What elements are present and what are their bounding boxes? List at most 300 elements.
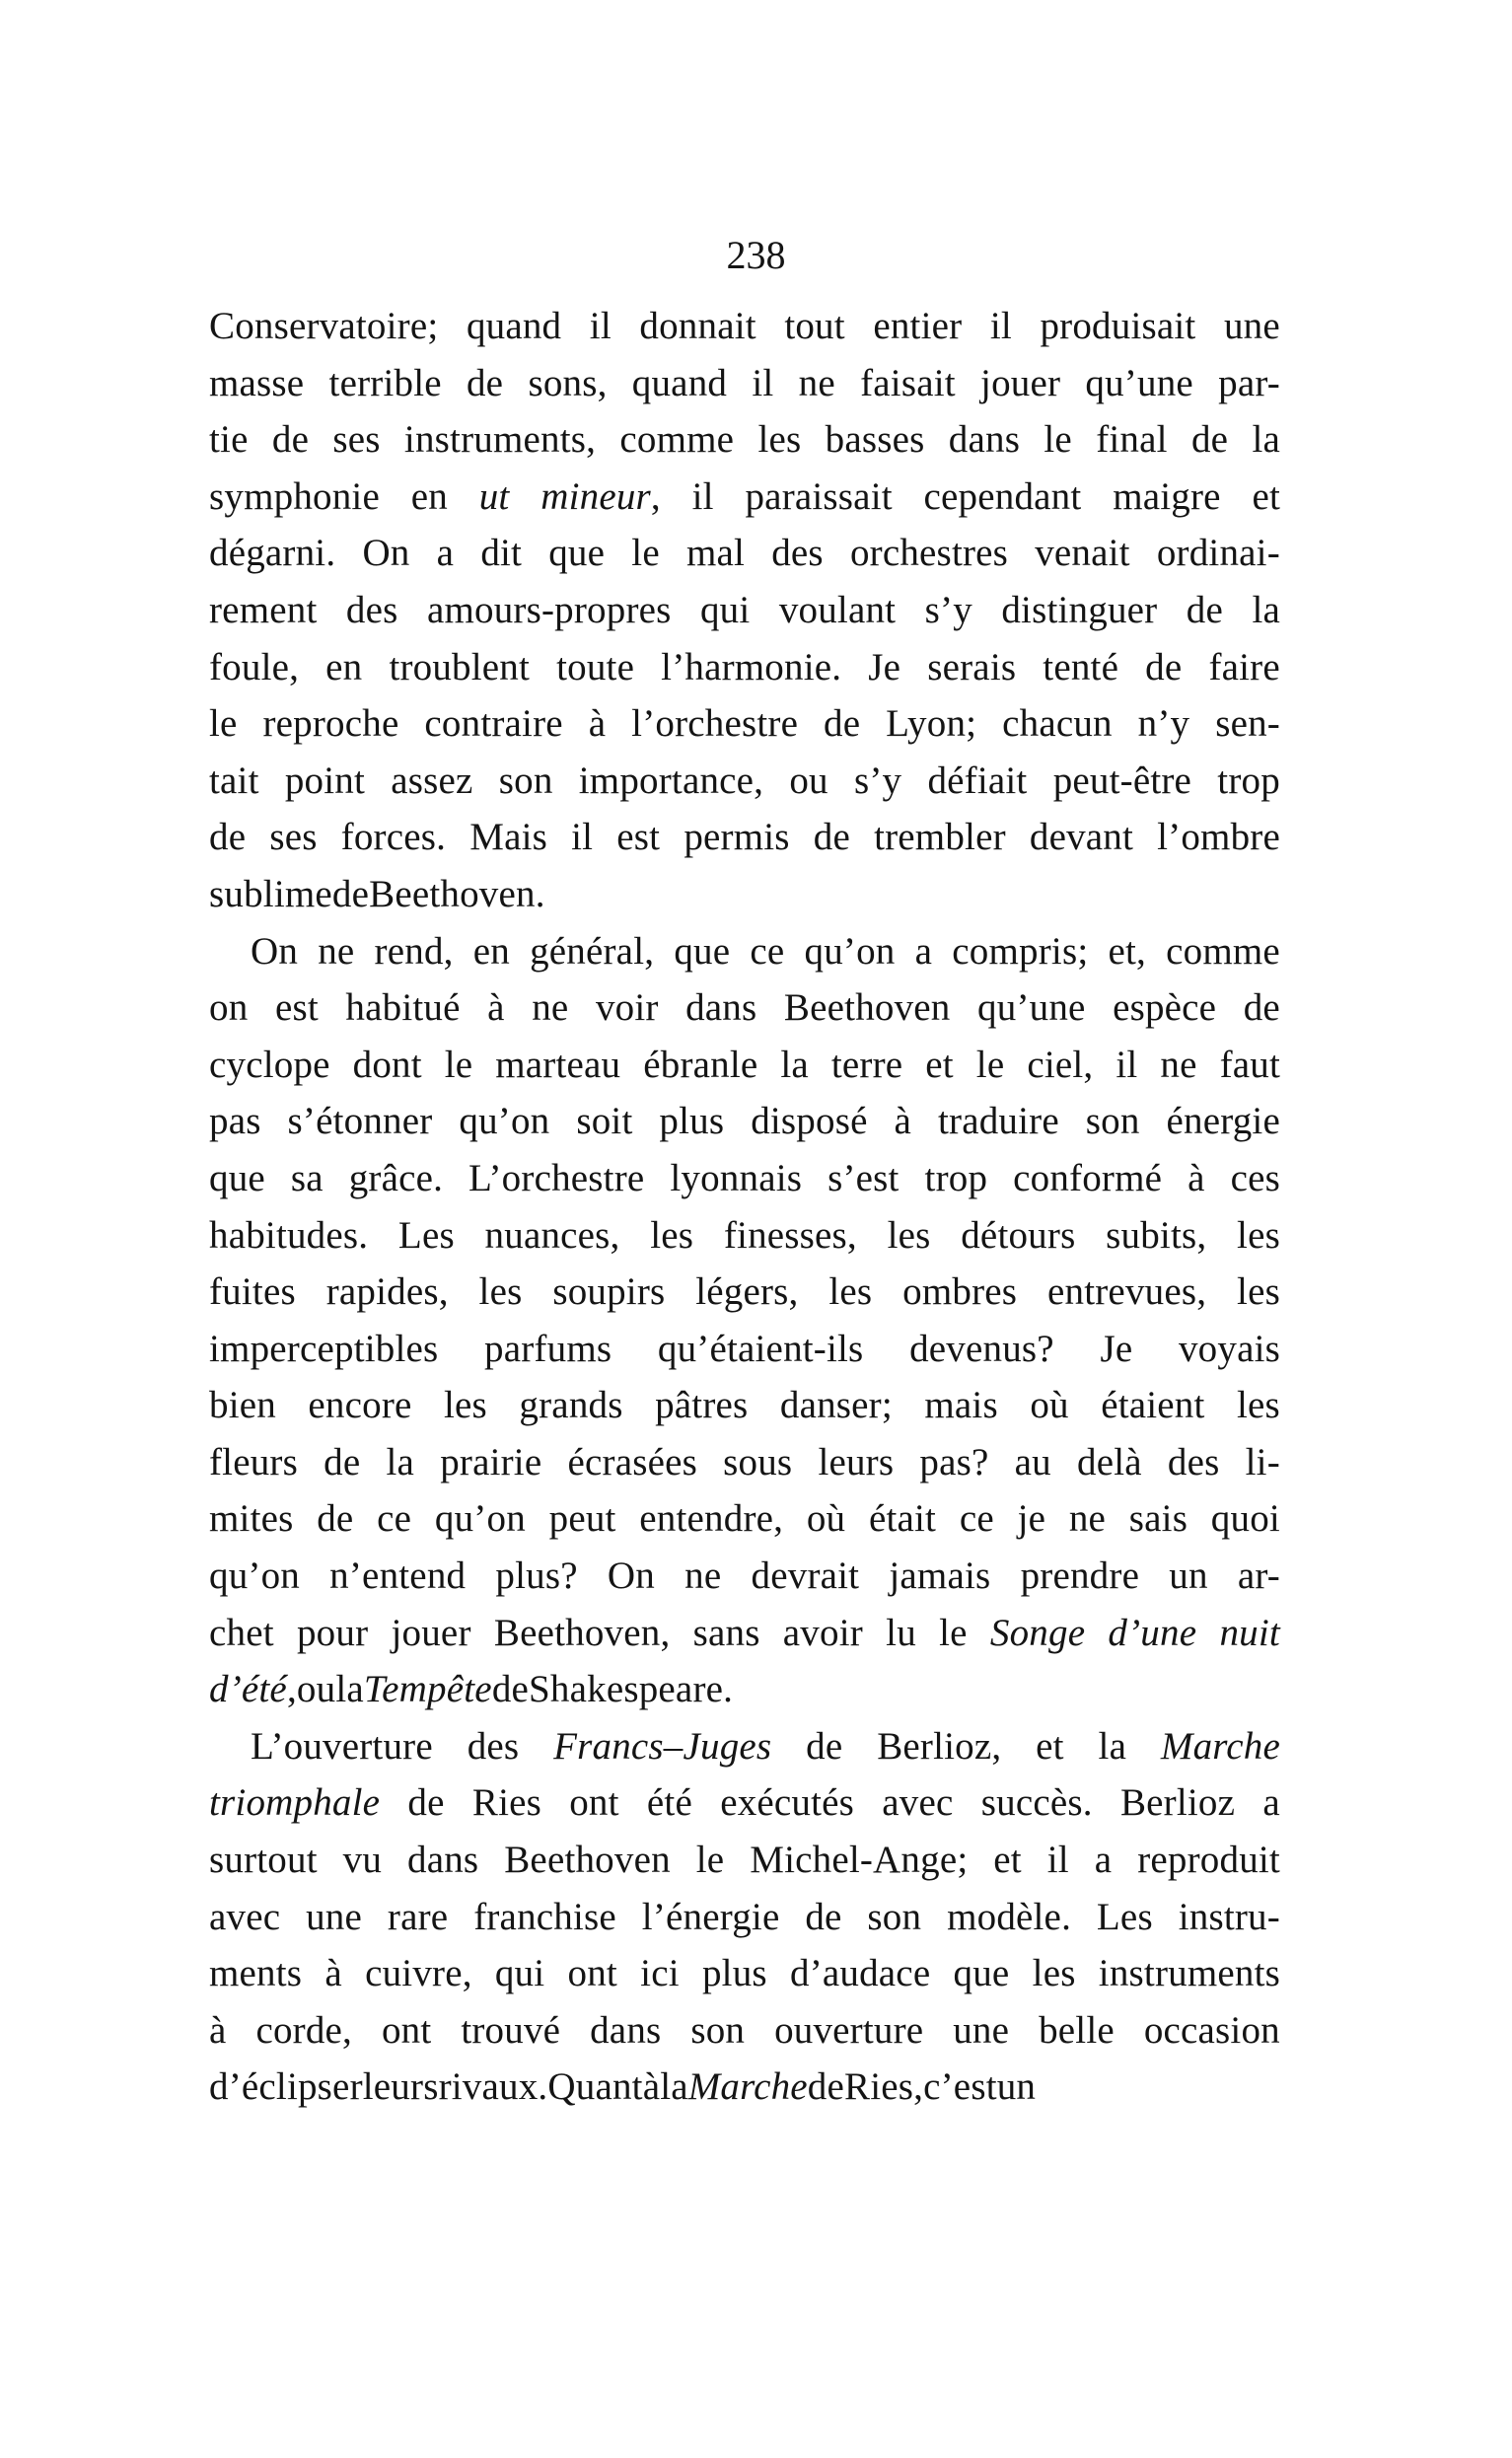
word-part: entendre,: [639, 1497, 784, 1541]
word-part: Je: [1100, 1327, 1133, 1370]
word: [750, 1832, 968, 1889]
word-part: jamais: [889, 1554, 991, 1598]
word-part: compris;: [952, 929, 1089, 973]
word-part: plus: [701, 1952, 767, 1995]
text-line: [209, 1490, 1280, 1548]
word: [925, 1150, 988, 1207]
word-part: reproche: [262, 702, 399, 746]
word-part: de: [813, 816, 850, 859]
word: [818, 1434, 894, 1491]
word-part: On: [362, 532, 410, 575]
word: [530, 923, 654, 980]
word-part: danser;: [779, 1384, 893, 1427]
word-part: li-: [1245, 1440, 1280, 1483]
word-part: d’audace: [790, 1952, 931, 1995]
word: [1100, 1321, 1132, 1378]
word: [209, 1037, 330, 1094]
word: [272, 411, 309, 469]
word: [209, 639, 299, 696]
word: [808, 2059, 844, 2116]
word: [1002, 695, 1113, 753]
word: [494, 1605, 671, 1662]
word: [495, 1548, 577, 1605]
word-part: peut: [548, 1497, 616, 1541]
word: [686, 525, 745, 582]
word: [828, 1264, 872, 1321]
word: [332, 411, 380, 469]
word: [439, 2059, 548, 2116]
word-part: fuites: [209, 1270, 296, 1314]
word-part: avec: [882, 1781, 954, 1825]
word-part: dont: [352, 1043, 422, 1086]
word-part: à: [487, 986, 505, 1030]
word-part: les: [444, 1384, 487, 1427]
word-part: ne: [532, 986, 569, 1030]
text-line: [209, 1945, 1280, 2002]
word: [997, 2059, 1036, 2116]
word: [961, 1207, 1075, 1265]
word-part: que: [548, 532, 606, 575]
word-part: habitudes.: [209, 1213, 369, 1257]
word-part: ébranle: [643, 1043, 758, 1086]
word: [504, 1832, 671, 1889]
word-part: de: [824, 702, 861, 746]
word-part: la: [660, 2065, 688, 2109]
word: [947, 1889, 1071, 1946]
word-part: de: [209, 816, 247, 859]
word-part: de: [806, 1724, 843, 1768]
text-line: [209, 639, 1280, 696]
word-part: mites: [209, 1497, 294, 1541]
word: [209, 1093, 261, 1150]
word-part: n’y: [1137, 702, 1190, 746]
word-part: un: [996, 2065, 1037, 2109]
word-part: bien: [209, 1384, 276, 1427]
word-part: et: [925, 1043, 954, 1086]
word-part: modèle.: [947, 1895, 1072, 1938]
word-part: que: [674, 929, 731, 973]
word-part: ont: [381, 2008, 432, 2052]
word-part: faisait: [860, 361, 956, 404]
word: [469, 809, 547, 866]
word: [1144, 2002, 1280, 2060]
word: [799, 355, 835, 412]
word-part: sublime: [209, 872, 332, 915]
word: [1179, 1889, 1280, 1946]
word-part: produisait: [1040, 305, 1196, 347]
word: [1237, 1207, 1280, 1265]
word-part: Je: [868, 645, 901, 688]
word-part: ces: [1230, 1156, 1280, 1199]
word: [364, 1661, 492, 1718]
word-part: fleurs: [209, 1440, 298, 1483]
word: [209, 355, 304, 412]
word-part: voir: [595, 986, 659, 1030]
word: [1157, 525, 1280, 582]
word: [1215, 695, 1280, 753]
word: [251, 1718, 433, 1775]
word: [927, 639, 1016, 696]
word: [209, 411, 249, 469]
word-part: ne: [798, 361, 835, 404]
word-part: On: [251, 929, 299, 973]
word: [325, 639, 362, 696]
word-part: ne: [1160, 1043, 1197, 1086]
word: [902, 1264, 1017, 1321]
word: [353, 1037, 422, 1094]
word-part: ne: [684, 1554, 722, 1598]
word-part: contraire: [424, 702, 563, 746]
word-part: faut: [1219, 1043, 1280, 1086]
word-part: en: [325, 645, 363, 688]
word-part: ou: [296, 1668, 336, 1711]
word-part: entrevues,: [1047, 1270, 1207, 1314]
text-line: [209, 1889, 1280, 1946]
italic-word: d’une: [1108, 1611, 1197, 1654]
word: [288, 1093, 433, 1150]
word-part: de: [1243, 986, 1280, 1030]
word: [1129, 1490, 1188, 1548]
word: [468, 1718, 520, 1775]
word-part: le: [631, 532, 660, 575]
text-line: [209, 2059, 1280, 2116]
word: [660, 2059, 688, 2116]
word-part: troublent: [389, 645, 531, 688]
word: [404, 411, 596, 469]
word-part: espèce: [1113, 986, 1217, 1030]
word-part: à: [209, 2008, 227, 2052]
word-part: d’éclipser: [209, 2065, 363, 2109]
word: [1252, 469, 1280, 526]
word: [790, 1945, 930, 2002]
word: [780, 1377, 893, 1434]
word: [468, 1150, 644, 1207]
word-part: a: [914, 929, 933, 973]
word-part: conformé: [1013, 1156, 1163, 1199]
text-line: [209, 979, 1280, 1037]
word-part: détours: [961, 1213, 1076, 1257]
word: [209, 1661, 297, 1718]
word: [1179, 1321, 1280, 1378]
word-part: son: [498, 759, 553, 802]
word-part: qui: [494, 1952, 545, 1995]
word-part: des: [345, 588, 398, 631]
word-part: comme: [1166, 929, 1280, 973]
word: [346, 582, 398, 639]
word-part: marteau: [495, 1043, 621, 1086]
word-part: ar-: [1237, 1554, 1280, 1598]
word-part: je: [1017, 1497, 1046, 1541]
word-part: son: [1085, 1100, 1140, 1143]
word: [814, 809, 850, 866]
word: [642, 1889, 780, 1946]
word: [923, 2059, 997, 2116]
word: [1238, 1548, 1280, 1605]
word-part: traduire: [937, 1100, 1059, 1143]
word: [619, 411, 734, 469]
word: [318, 923, 354, 980]
word-part: reproduit: [1137, 1839, 1280, 1882]
word-part: de: [805, 1895, 842, 1938]
word-part: la: [386, 1440, 415, 1483]
word-part: de: [466, 361, 504, 404]
word-part: défiait: [927, 759, 1028, 802]
word: [424, 695, 562, 753]
word-part: son: [867, 1895, 922, 1938]
word: [548, 525, 605, 582]
word: [1047, 1264, 1206, 1321]
word-part: nuances,: [484, 1213, 620, 1257]
word: [209, 2002, 227, 2060]
word-part: devrait: [751, 1554, 860, 1598]
word-part: importance,: [578, 759, 764, 802]
word: [1033, 1945, 1076, 2002]
word: [807, 1490, 845, 1548]
word-part: encore: [308, 1384, 412, 1427]
word: [805, 1889, 841, 1946]
word-part: vu: [342, 1839, 383, 1882]
word: [308, 1377, 411, 1434]
word-part: sans: [692, 1611, 760, 1654]
word-part: soupirs: [552, 1270, 666, 1314]
word-part: leurs: [818, 1440, 895, 1483]
word: [720, 1774, 854, 1832]
word-part: les: [478, 1270, 523, 1314]
word: [568, 1945, 617, 2002]
word-part: dans: [948, 418, 1021, 462]
word: [692, 469, 714, 526]
word-part: c’est: [923, 2065, 997, 2109]
word-part: venait: [1035, 532, 1130, 575]
word-part: les: [1237, 1213, 1280, 1257]
word-part: lu: [886, 1611, 916, 1654]
word: [1169, 1548, 1207, 1605]
word-part: pour: [296, 1611, 369, 1654]
word: [1166, 923, 1280, 980]
word: [639, 298, 756, 355]
word: [209, 979, 248, 1037]
word-part: comme: [619, 418, 735, 462]
word-part: à: [588, 702, 607, 746]
word: [1030, 1377, 1068, 1434]
text-line: [209, 1774, 1280, 1832]
text-line: [209, 1605, 1280, 1662]
word-part: les: [650, 1213, 694, 1257]
word-part: Ries,: [844, 2065, 924, 2109]
word-part: sous: [723, 1440, 793, 1483]
word: [576, 1093, 632, 1150]
word: [696, 1832, 725, 1889]
word-part: le: [939, 1611, 968, 1654]
word-part: amours-propres: [426, 588, 672, 631]
word-part: général,: [530, 929, 655, 973]
word-part: subits,: [1106, 1213, 1207, 1257]
word: [631, 525, 660, 582]
word-part: s’y: [853, 759, 902, 802]
word: [209, 1774, 380, 1832]
word: [1188, 1150, 1205, 1207]
word: [888, 1207, 931, 1265]
word: [860, 355, 956, 412]
text-line: [209, 753, 1280, 810]
word-part: l’orchestre: [631, 702, 799, 746]
word-part: Berlioz,: [877, 1724, 1002, 1768]
word-part: été: [646, 1781, 692, 1825]
word-part: qu’on: [434, 1497, 526, 1541]
word-part: L’orchestre: [468, 1156, 645, 1199]
word: [688, 2059, 808, 2116]
word: [844, 2059, 923, 2116]
word: [209, 1207, 368, 1265]
italic-word: Marche: [1160, 1724, 1280, 1768]
word-part: dans: [590, 2008, 662, 2052]
word: [209, 1377, 276, 1434]
word-part: s’est: [828, 1156, 900, 1199]
word: [532, 979, 568, 1037]
word-part: à: [642, 2065, 661, 2109]
word: [1106, 1207, 1206, 1265]
word: [473, 923, 510, 980]
word: [382, 2002, 431, 2060]
word: [659, 1093, 724, 1150]
word: [670, 1150, 802, 1207]
word: [547, 2059, 642, 2116]
word-part: disposé: [751, 1100, 868, 1143]
word: [392, 1605, 471, 1662]
word: [579, 753, 763, 810]
word-part: légers,: [695, 1270, 799, 1314]
word: [867, 1889, 921, 1946]
word-part: quand: [466, 305, 562, 347]
word: [1262, 1774, 1280, 1832]
word: [529, 1661, 733, 1718]
word-part: trop: [1217, 759, 1280, 802]
word: [291, 1150, 324, 1207]
word: [873, 298, 962, 355]
word: [877, 1718, 1001, 1775]
word: [828, 1150, 900, 1207]
word: [209, 469, 380, 526]
word: [209, 582, 317, 639]
word: [1053, 753, 1191, 810]
word: [255, 2002, 352, 2060]
word: [407, 1774, 444, 1832]
word: [590, 2002, 661, 2060]
text-line: [209, 923, 1280, 980]
word: [427, 582, 672, 639]
word-part: il: [589, 305, 612, 347]
word: [209, 1264, 296, 1321]
word: [1036, 1718, 1064, 1775]
word: [949, 411, 1020, 469]
word-part: surtout: [209, 1839, 318, 1882]
word-part: habitué: [345, 986, 461, 1030]
word-part: est: [616, 816, 661, 859]
word: [1161, 1718, 1280, 1775]
word: [571, 809, 593, 866]
word: [209, 2059, 363, 2116]
word-part: pas?: [919, 1440, 989, 1483]
word: [473, 1889, 616, 1946]
word-part: point: [284, 759, 366, 802]
word: [1113, 469, 1220, 526]
italic-word: Marche: [687, 2065, 808, 2109]
word: [1187, 582, 1223, 639]
word-part: voyais: [1178, 1327, 1280, 1370]
word-part: il: [571, 816, 594, 859]
word: [927, 753, 1027, 810]
word-part: qu’on: [804, 929, 896, 973]
word: [915, 923, 933, 980]
word: [1039, 2002, 1115, 2060]
word: [655, 1377, 748, 1434]
word-part: il: [752, 361, 774, 404]
word-part: cependant: [923, 474, 1082, 518]
word: [869, 1490, 936, 1548]
word-part: Michel-Ange;: [750, 1839, 969, 1882]
word-part: ne: [1068, 1497, 1107, 1541]
word: [1219, 1605, 1279, 1662]
word: [1252, 411, 1280, 469]
word-part: exécutés: [720, 1781, 855, 1825]
word-part: étaient: [1101, 1384, 1205, 1427]
word: [886, 1605, 916, 1662]
word: [789, 753, 828, 810]
word: [275, 979, 319, 1037]
word: [209, 1150, 265, 1207]
word-part: que: [953, 1952, 1010, 1995]
word-part: au: [1014, 1440, 1051, 1483]
word-part: On: [607, 1554, 655, 1598]
word: [329, 1548, 466, 1605]
word-part: où: [1030, 1384, 1069, 1427]
word: [590, 298, 612, 355]
word-part: peut-être: [1052, 759, 1192, 802]
word: [953, 2002, 1009, 2060]
word: [363, 2059, 439, 2116]
word-part: le: [975, 1043, 1005, 1086]
word-part: des: [467, 1724, 520, 1768]
word: [1237, 1264, 1280, 1321]
word-part: ici: [640, 1952, 680, 1995]
word-part: où: [806, 1497, 846, 1541]
word-part: le: [209, 702, 238, 746]
word: [499, 753, 553, 810]
word: [631, 695, 798, 753]
word-part: imperceptibles: [209, 1327, 439, 1370]
word: [492, 1661, 529, 1718]
word-part: a: [1094, 1839, 1113, 1882]
word: [1220, 1037, 1280, 1094]
word: [723, 1434, 792, 1491]
word: [684, 1548, 721, 1605]
word-part: une: [953, 2008, 1010, 2052]
word-part: prendre: [1020, 1554, 1140, 1598]
word: [702, 1945, 767, 2002]
word: [780, 1037, 809, 1094]
word: [440, 1434, 541, 1491]
word-part: toute: [556, 645, 635, 688]
word-part: des: [771, 532, 824, 575]
word: [993, 1832, 1022, 1889]
word-part: Beethoven: [504, 1839, 671, 1882]
word: [485, 1207, 620, 1265]
word-part: corde,: [255, 2008, 353, 2052]
word: [411, 469, 448, 526]
word-part: tie: [209, 418, 249, 462]
word-part: maigre: [1113, 474, 1221, 518]
word-part: donnait: [639, 305, 756, 347]
